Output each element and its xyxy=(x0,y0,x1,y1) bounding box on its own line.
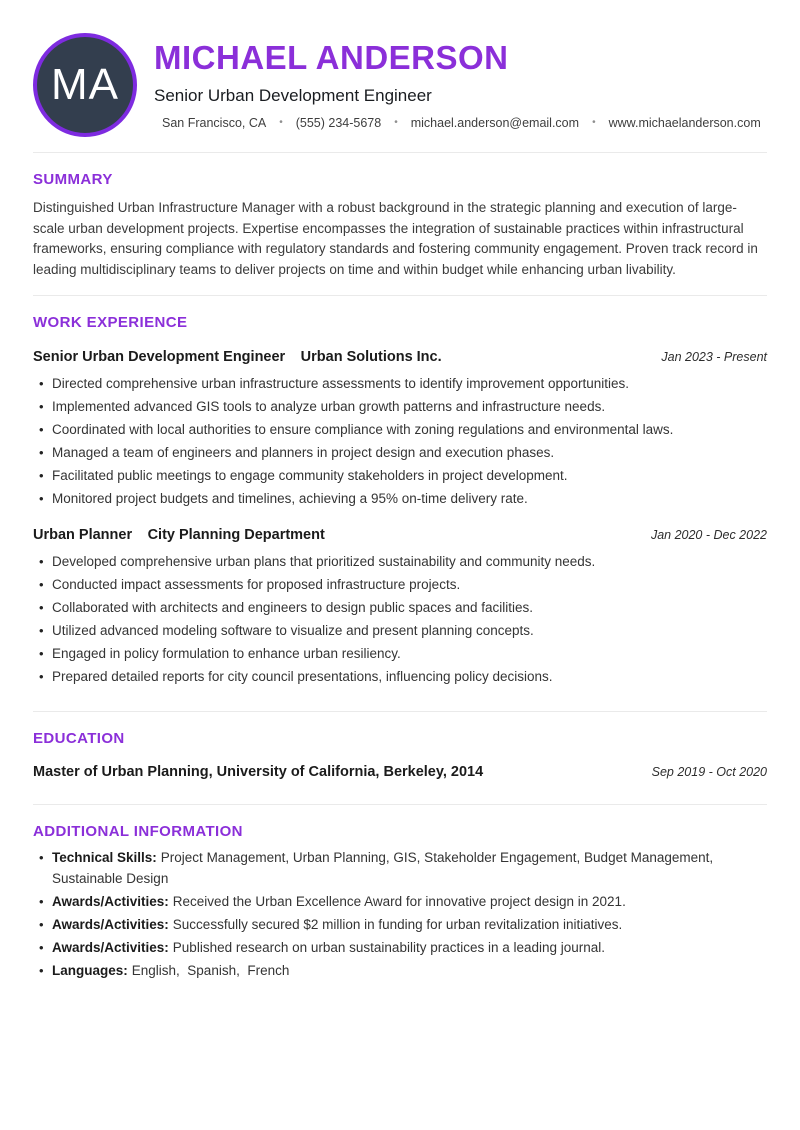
job-bullet: • Directed comprehensive urban infrastructure assessments to identify improvement opportunities. xyxy=(33,373,767,394)
job-bullet: • Coordinated with local authorities to ensure compliance with zoning regulations and environmental laws. xyxy=(33,419,767,440)
info-text: Received the Urban Excellence Award for innovative project design in 2021. xyxy=(172,894,626,909)
contact-location: San Francisco, CA xyxy=(162,115,267,130)
contact-phone: (555) 234-5678 xyxy=(295,115,382,130)
job-company: Urban Solutions Inc. xyxy=(300,349,442,365)
resume-header xyxy=(33,33,767,137)
avatar-initials: MA xyxy=(51,60,119,109)
job-header-row xyxy=(33,526,767,544)
education-degree: Master of Urban Planning, University of California, Berkeley, 2014 xyxy=(33,764,484,780)
dot-separator-icon: • xyxy=(279,116,283,128)
info-item-languages xyxy=(33,960,767,981)
summary-text: Distinguished Urban Infrastructure Manager with a robust background in the strategic planning and execution of large-scale urban development projects. Expertise encompasses the integration of sustainable practices within infrastructural frameworks, ensuring compliance with regulatory standards and fostering community engagement. Proven track record in leading multidisciplinary teams to deliver projects on time and within budget while enhancing urban livability. xyxy=(33,200,758,277)
header-divider xyxy=(33,152,767,153)
job-title: Urban Planner xyxy=(33,527,133,543)
job-bullet: • Engaged in policy formulation to enhance urban resiliency. xyxy=(33,643,767,664)
job-bullet: • Facilitated public meetings to engage community stakeholders in project development. xyxy=(33,465,767,486)
job-dates: Jan 2023 - Present xyxy=(661,350,767,364)
work-experience-section xyxy=(33,314,767,687)
info-label: Awards/Activities: xyxy=(52,894,169,909)
job-bullet-list xyxy=(33,373,767,509)
work-divider xyxy=(33,711,767,712)
info-label: Languages: xyxy=(52,963,128,978)
info-text: Project Management, Urban Planning, GIS, Stakeholder Engagement, Budget Management, Sustainable Design xyxy=(52,850,717,886)
job-entry xyxy=(33,348,767,509)
job-title: Senior Urban Development Engineer xyxy=(33,349,286,365)
job-bullet: • Utilized advanced modeling software to visualize and present planning concepts. xyxy=(33,620,767,641)
job-header-row xyxy=(33,348,767,366)
summary-divider xyxy=(33,295,767,296)
job-bullet: • Implemented advanced GIS tools to analyze urban growth patterns and infrastructure needs. xyxy=(33,396,767,417)
info-text: Published research on urban sustainability practices in a leading journal. xyxy=(172,940,606,955)
additional-information-section xyxy=(33,823,767,981)
additional-info-list xyxy=(33,847,767,981)
info-label: Technical Skills: xyxy=(52,850,157,865)
info-text: English, Spanish, French xyxy=(131,963,290,978)
work-experience-heading: WORK EXPERIENCE xyxy=(33,314,188,331)
job-title-group xyxy=(33,526,325,544)
info-item-awards xyxy=(33,937,767,958)
header-text xyxy=(154,40,767,129)
job-bullet: • Conducted impact assessments for proposed infrastructure projects. xyxy=(33,574,767,595)
name-heading: MICHAEL ANDERSON xyxy=(154,39,509,77)
dot-separator-icon: • xyxy=(592,116,596,128)
info-label: Awards/Activities: xyxy=(52,917,169,932)
education-entry-row xyxy=(33,764,767,780)
job-company: City Planning Department xyxy=(147,527,325,543)
summary-heading: SUMMARY xyxy=(33,171,113,188)
info-item-technical-skills xyxy=(33,847,767,889)
summary-section xyxy=(33,171,767,280)
avatar xyxy=(33,33,137,137)
education-heading: EDUCATION xyxy=(33,730,125,747)
info-item-awards xyxy=(33,914,767,935)
job-bullet: • Prepared detailed reports for city council presentations, influencing policy decisions. xyxy=(33,666,767,687)
contact-row xyxy=(154,116,767,130)
job-bullet: • Collaborated with architects and engineers to design public spaces and facilities. xyxy=(33,597,767,618)
job-title-group xyxy=(33,348,442,366)
education-section xyxy=(33,730,767,780)
job-title-subtitle: Senior Urban Development Engineer xyxy=(154,85,432,105)
contact-website: www.michaelanderson.com xyxy=(608,115,761,130)
education-dates: Sep 2019 - Oct 2020 xyxy=(651,765,767,779)
info-label: Awards/Activities: xyxy=(52,940,169,955)
contact-email: michael.anderson@email.com xyxy=(410,115,580,130)
education-divider xyxy=(33,804,767,805)
info-text: Successfully secured $2 million in funding for urban revitalization initiatives. xyxy=(172,917,623,932)
additional-information-heading: ADDITIONAL INFORMATION xyxy=(33,823,243,840)
job-entry xyxy=(33,526,767,687)
job-bullet: • Monitored project budgets and timelines, achieving a 95% on-time delivery rate. xyxy=(33,488,767,509)
job-bullet: • Managed a team of engineers and planners in project design and execution phases. xyxy=(33,442,767,463)
info-item-awards xyxy=(33,891,767,912)
job-dates: Jan 2020 - Dec 2022 xyxy=(650,528,767,542)
dot-separator-icon: • xyxy=(394,116,398,128)
job-bullet: • Developed comprehensive urban plans that prioritized sustainability and community needs. xyxy=(33,551,767,572)
job-bullet-list xyxy=(33,551,767,687)
